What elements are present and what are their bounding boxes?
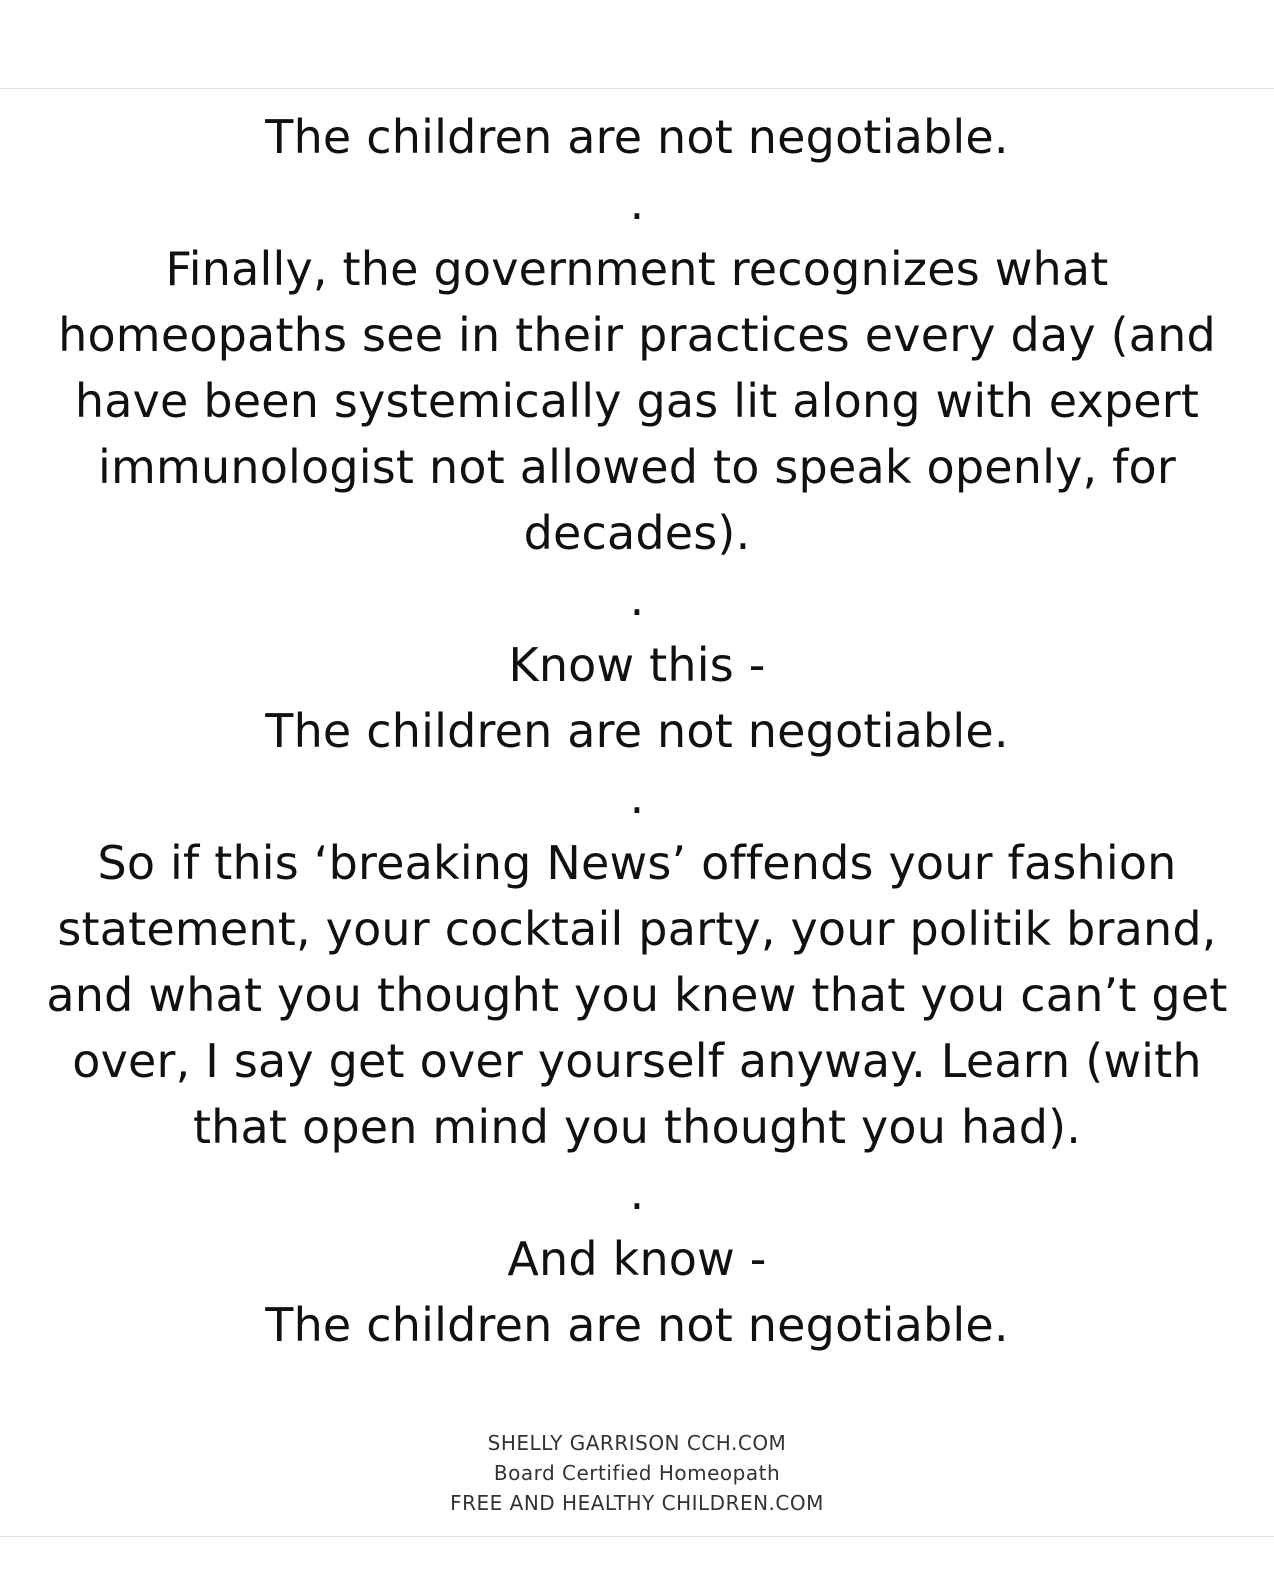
separator-dot: . [629,176,645,230]
post-paragraph: So if this ‘breaking News’ offends your fashion statement, your cocktail party, your politik brand, and what you thought you knew that you can’t get over, I say get over yourself anyway. Learn (with that open mind you thought you had). [46,836,1228,1154]
signature-site: FREE AND HEALTHY CHILDREN.COM [450,1491,824,1515]
repeat-line: The children are not negotiable. [265,704,1009,758]
post-text [40,104,1234,1358]
signature-website: SHELLY GARRISON CCH.COM [487,1431,787,1455]
signature-credential: Board Certified Homeopath [493,1461,781,1485]
separator-dot: . [629,1166,645,1220]
bottom-divider [0,1536,1274,1537]
repeat-line: The children are not negotiable. [265,1298,1009,1352]
post-heading: The children are not negotiable. [265,110,1009,164]
signature-block [0,1428,1274,1518]
separator-dot: . [629,770,645,824]
and-know-line: And know - [507,1232,767,1286]
separator-dot: . [629,572,645,626]
top-divider [0,88,1274,89]
post-paragraph: Finally, the government recognizes what homeopaths see in their practices every day (and have been systemically gas lit along with expert immunologist not allowed to speak openly, for decades). [58,242,1216,560]
know-this-line: Know this - [508,638,766,692]
